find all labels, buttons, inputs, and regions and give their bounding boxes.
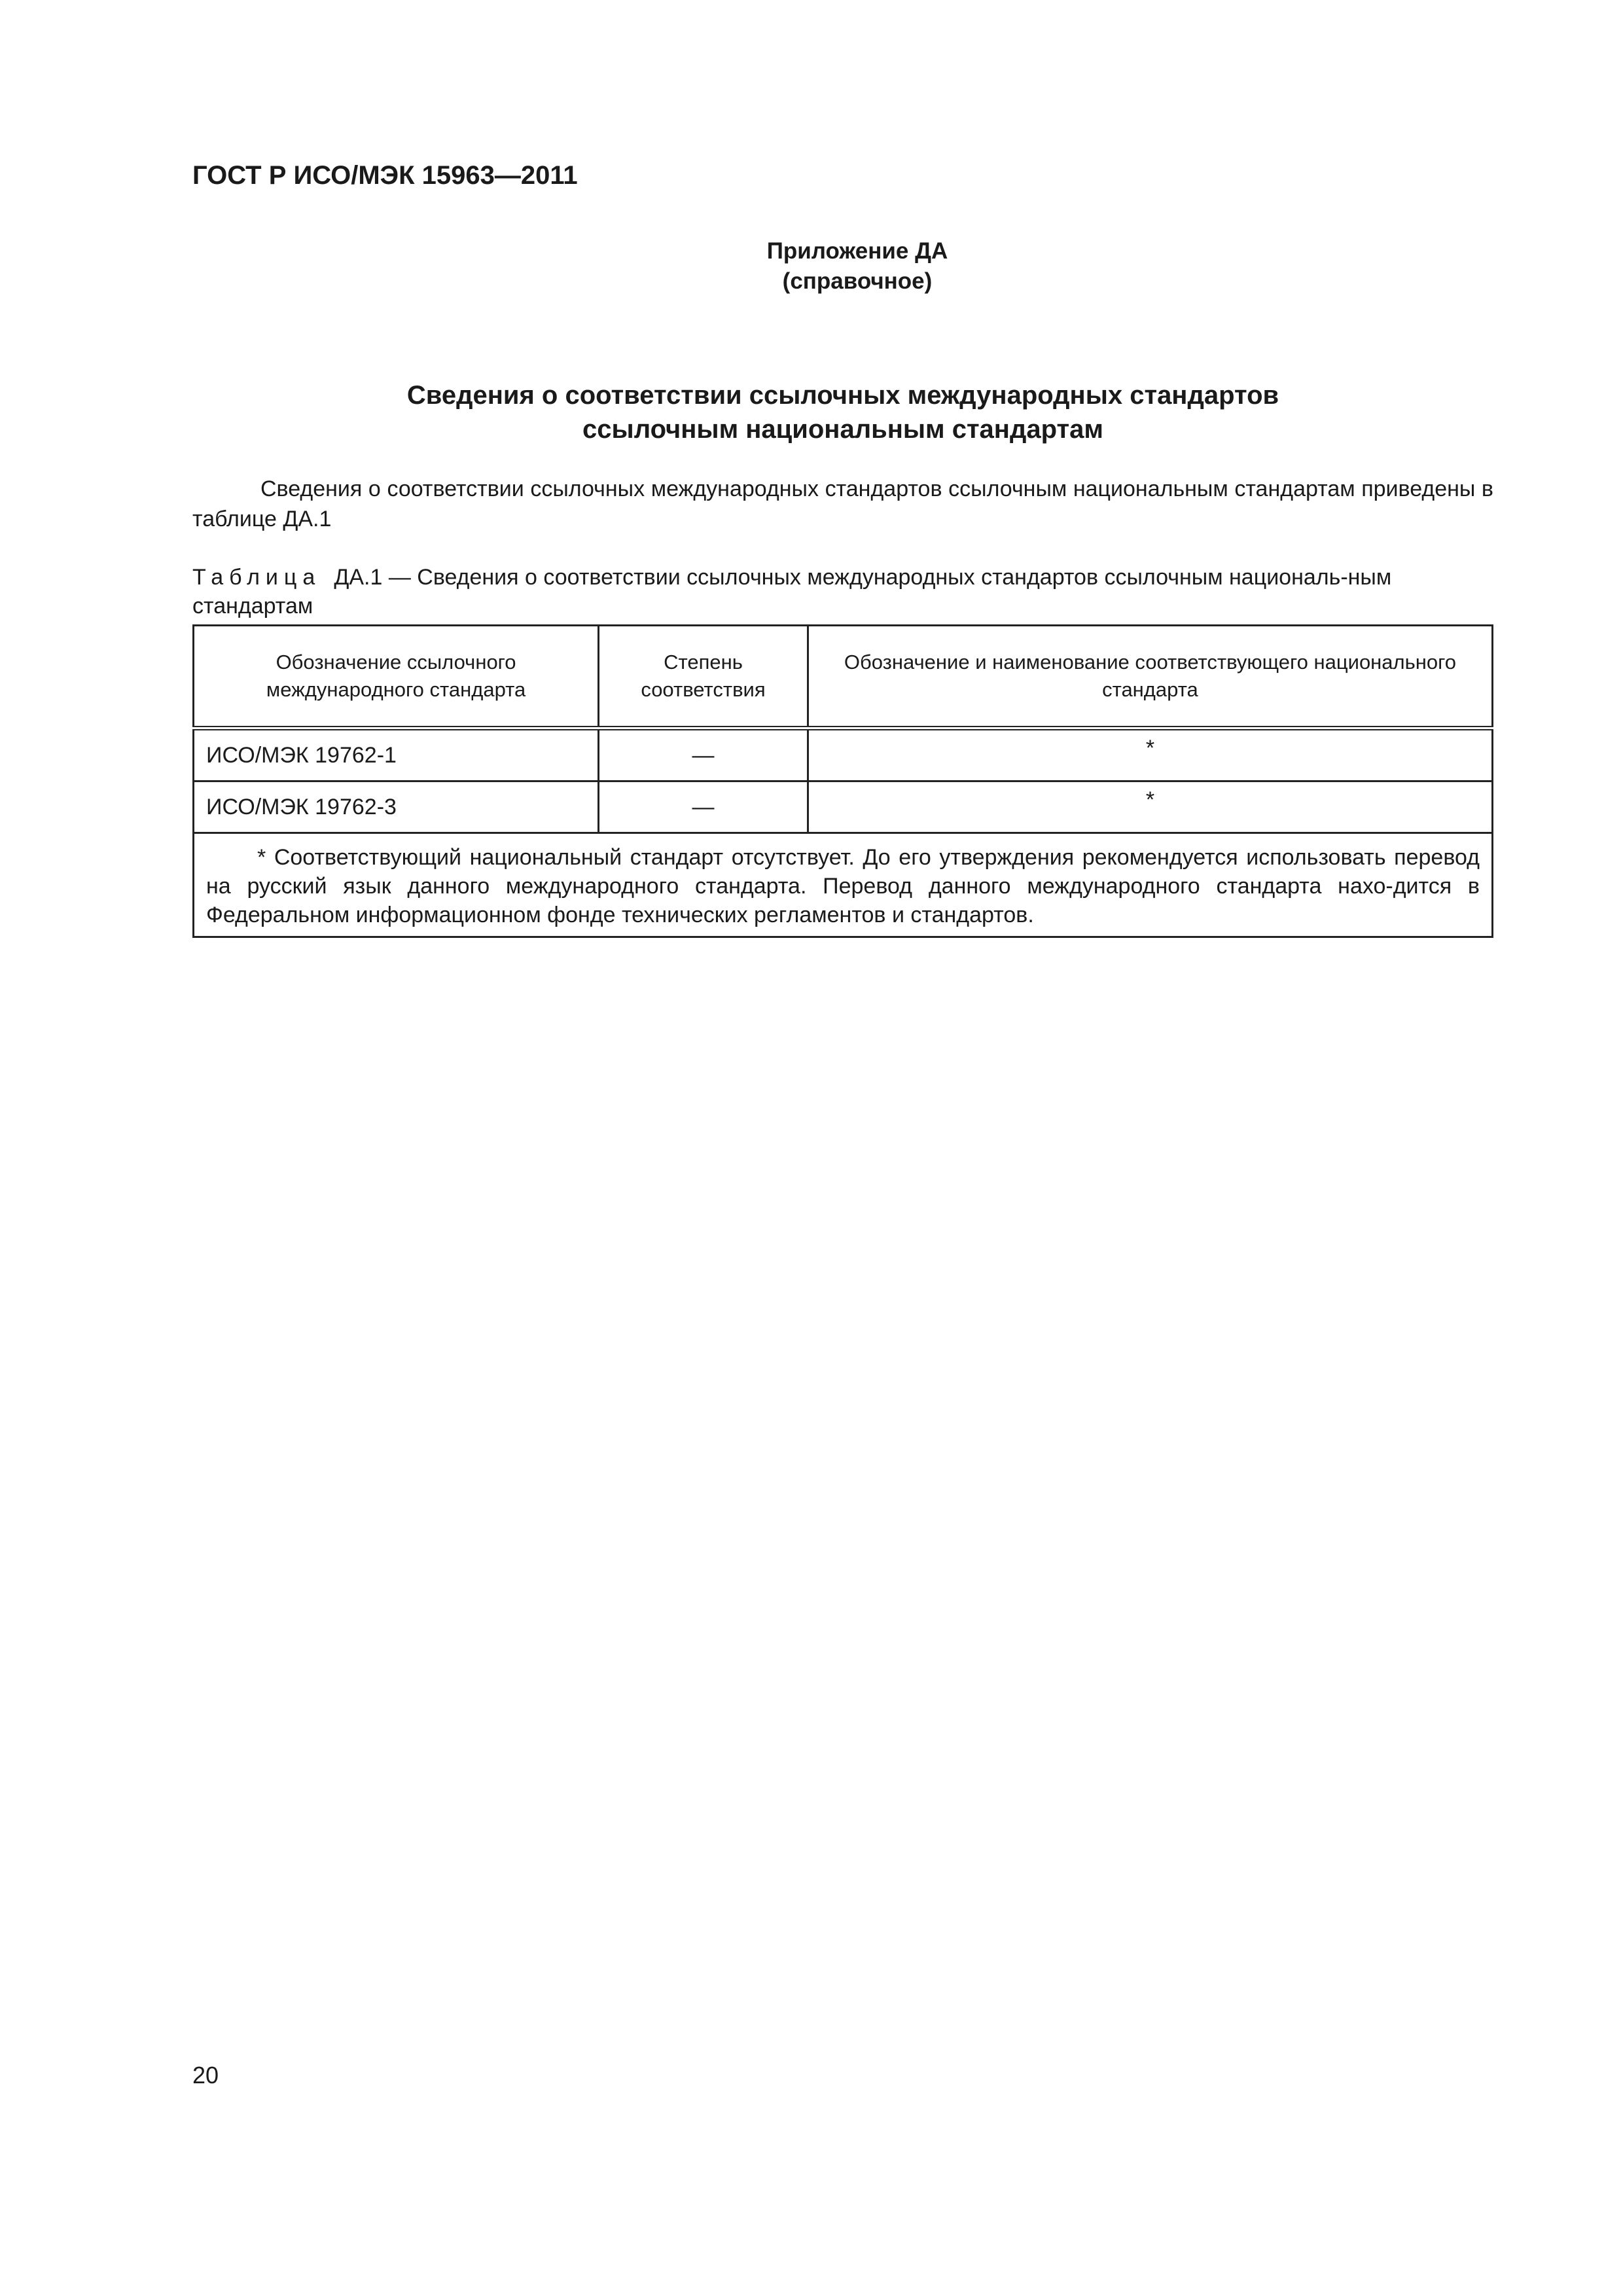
table-caption — [192, 563, 1493, 620]
cell-designation: ИСО/МЭК 19762-3 — [194, 781, 599, 833]
cell-degree: — — [599, 781, 808, 833]
table-footnote: * Соответствующий национальный стандарт отсутствует. До его утверждения рекомендуется использовать перевод на русский язык данного международного стандарта. Перевод данного международного стандарта нахо-дится в Федеральном информационном фонде технических регламентов и стандартов. — [194, 833, 1493, 937]
section-title-line1: Сведения о соответствии ссылочных международных стандартов — [406, 381, 1279, 410]
table-caption-text: ДА.1 — Сведения о соответствии ссылочных международных стандартов ссылочным националь-ным стандартам — [192, 565, 1392, 619]
table-row — [194, 728, 1493, 781]
header-designation: Обозначение ссылочного международного стандарта — [194, 626, 599, 728]
cell-national-standard: * — [808, 728, 1492, 781]
annex-title: Приложение ДА — [766, 238, 948, 264]
header-degree: Степень соответствия — [599, 626, 808, 728]
header-national-standard: Обозначение и наименование соответствующего национального стандарта — [808, 626, 1492, 728]
section-title-line2: ссылочным национальным стандартам — [582, 415, 1103, 444]
page-number: 20 — [192, 2062, 219, 2089]
cell-designation: ИСО/МЭК 19762-1 — [194, 728, 599, 781]
annex-kind: (справочное) — [782, 268, 933, 294]
document-code: ГОСТ Р ИСО/МЭК 15963—2011 — [192, 161, 578, 190]
intro-paragraph: Сведения о соответствии ссылочных международных стандартов ссылочным национальным стандартам приведены в таблице ДА.1 — [192, 476, 1493, 531]
reference-table — [192, 624, 1493, 938]
cell-degree: — — [599, 728, 808, 781]
cell-national-standard: * — [808, 781, 1492, 833]
table-row — [194, 781, 1493, 833]
table-header-row — [194, 626, 1493, 728]
table-footnote-row — [194, 833, 1493, 937]
table-caption-word: Таблица — [192, 565, 321, 590]
